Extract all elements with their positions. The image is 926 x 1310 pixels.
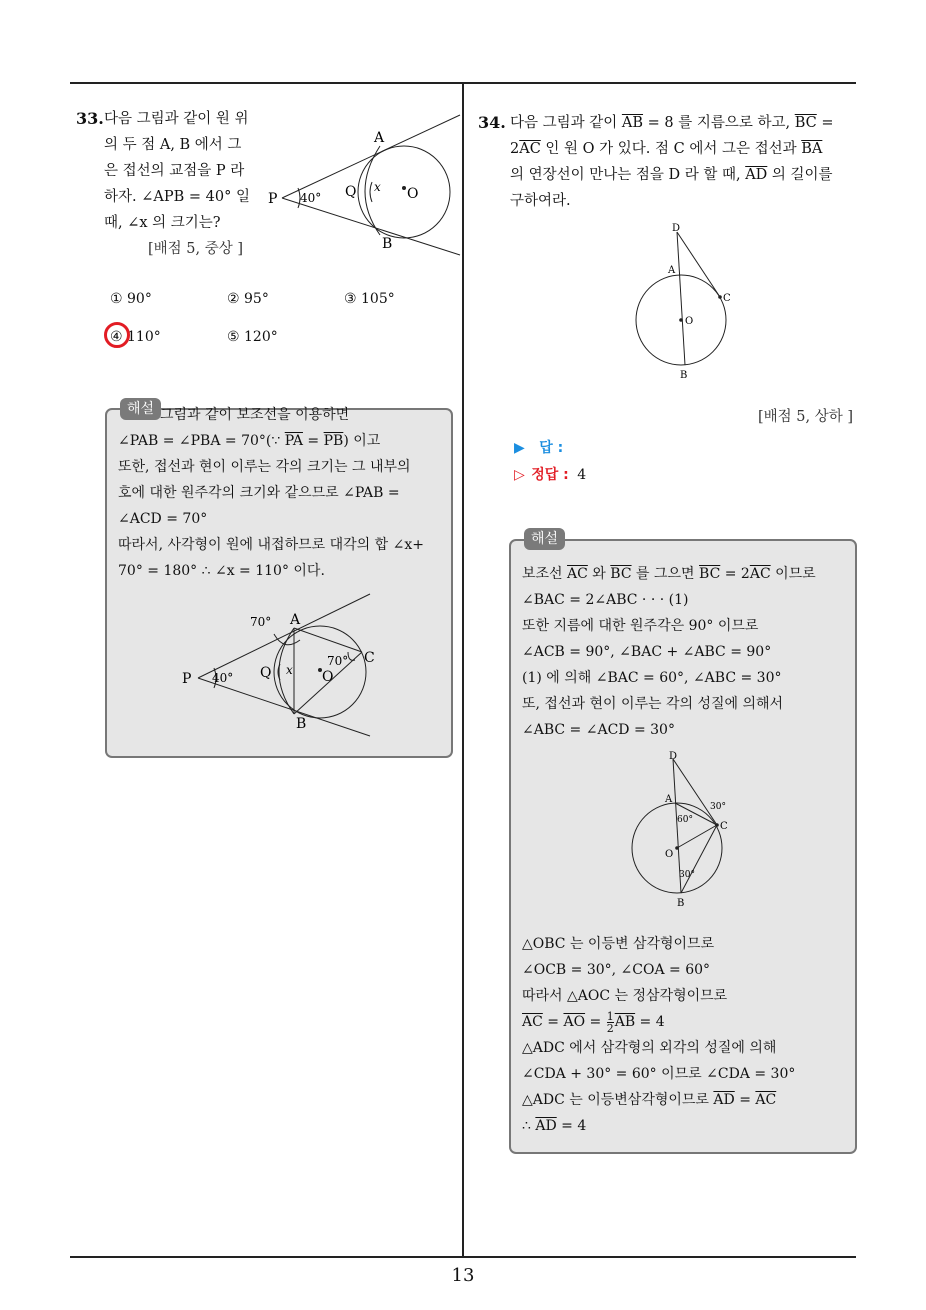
q34-line-3: 의 연장선이 만나는 점을 D 라 할 때, $\overline{AD}$ 의 길이를 (510, 167, 833, 183)
q33-option-2[interactable]: ② 95° (227, 291, 269, 307)
q34-sol-line-15: ∴ $\overline{AD} = 4$ (522, 1118, 587, 1134)
q33-option-5[interactable]: ⑤ 120° (227, 329, 278, 345)
q33-sol-line-6: 따라서, 사각형이 원에 내접하므로 대각의 합 ∠x+ (118, 537, 424, 553)
q34-correct-row (514, 464, 586, 484)
q33-sol-label-B: B (296, 716, 307, 732)
page-number: 13 (451, 1265, 475, 1286)
q34-sol-label-O: O (665, 849, 674, 860)
q34-sol-line-5: (1) 에 의해 ∠BAC = 60°, ∠ABC = 30° (522, 670, 782, 686)
q34-sol-label-D: D (669, 751, 678, 762)
q33-meta: [배점 5, 중상 ] (148, 241, 244, 257)
q33-selected-mark (104, 322, 130, 348)
answer-arrow-icon: ▶ (514, 440, 525, 456)
q34-line-1: 다음 그림과 같이 $\overline{AB} = 8$ 를 지름으로 하고, $\overline{BC}$ = (510, 115, 834, 131)
column-divider (462, 82, 464, 1257)
q33-sol-line-7: 70° = 180° ∴ ∠x = 110° 이다. (118, 563, 325, 579)
q33-label-P: P (268, 191, 278, 207)
q33-sol-label-Q: Q (260, 665, 272, 681)
q33-figure (262, 110, 462, 260)
q33-number: 33. (76, 109, 104, 128)
q33-option-1[interactable]: ① 90° (110, 291, 152, 307)
q34-sol-label-C: C (720, 821, 728, 832)
correct-arrow-icon: ▷ (514, 467, 525, 483)
q33-option-4[interactable]: ④ 110° (110, 329, 161, 345)
q34-solution-figure (625, 745, 750, 910)
q33-sol-label-70b: 70° (327, 654, 349, 668)
q33-label-B: B (382, 236, 393, 252)
q33-line-1: 다음 그림과 같이 원 위 (104, 111, 249, 127)
q34-label-B: B (680, 370, 688, 381)
q33-label-x: x (374, 180, 381, 194)
q34-sol-line-11: $\overline{AC} = \overline{AO}$ = $\frac{1}{2}$ $\overline{AB} = 4$ (522, 1009, 665, 1035)
q34-sol-line-3: 또한 지름에 대한 원주각은 90° 이므로 (522, 618, 759, 634)
q34-sol-label-30-top: 30° (710, 802, 726, 812)
q33-sol-line-5: ∠ACD = 70° (118, 511, 208, 527)
q34-sol-line-7: ∠ABC = ∠ACD = 30° (522, 722, 675, 738)
q34-sol-label-B: B (677, 898, 685, 909)
q34-figure (630, 220, 750, 385)
q33-solution-figure (180, 590, 380, 740)
q34-sol-line-8: △OBC 는 이등변 삼각형이므로 (522, 936, 715, 952)
q33-line-5: 때, ∠x 의 크기는? (104, 215, 221, 231)
q33-sol-line-2: ∠PAB = ∠PBA = 70°(∵ $\overline{PA} = \overline{PB}$) 이고 (118, 433, 381, 449)
q34-sol-line-14: △ADC 는 이등변삼각형이므로 $\overline{AD} = \overline{AC}$ (522, 1092, 777, 1108)
q34-answer-row (514, 437, 563, 457)
q34-solution-tag: 해설 (524, 528, 565, 550)
q34-number: 34. (478, 113, 506, 132)
q34-sol-line-12: △ADC 에서 삼각형의 외각의 성질에 의해 (522, 1040, 777, 1056)
q33-line-4: 하자. ∠APB = 40° 일 (104, 189, 250, 205)
q33-sol-label-x: x (286, 663, 293, 677)
q34-sol-label-A: A (665, 794, 673, 805)
q33-sol-line-1: 그림과 같이 보조선을 이용하면 (160, 407, 350, 423)
q34-answer-label: 답 : (539, 440, 564, 456)
q33-line-3: 은 접선의 교점을 P 라 (104, 163, 245, 179)
q34-sol-line-1: 보조선 $\overline{AC}$ 와 $\overline{BC}$ 를 그으면 $\overline{BC} = 2\overline{AC}$ 이므로 (522, 566, 816, 582)
q34-meta: [배점 5, 상하 ] (758, 409, 854, 425)
q33-option-3[interactable]: ③ 105° (344, 291, 395, 307)
q34-sol-line-13: ∠CDA + 30° = 60° 이므로 ∠CDA = 30° (522, 1066, 796, 1082)
q33-label-O: O (407, 186, 419, 202)
q33-sol-line-4: 호에 대한 원주각의 크기와 같으므로 ∠PAB = (118, 485, 400, 501)
q33-label-A: A (374, 130, 385, 146)
q34-correct-label: 정답 : (531, 467, 569, 483)
q33-sol-label-O: O (322, 669, 334, 685)
q33-label-Q: Q (345, 184, 357, 200)
q34-sol-line-6: 또, 접선과 현이 이루는 각의 성질에 의해서 (522, 696, 784, 712)
q33-sol-label-70a: 70° (250, 615, 272, 629)
q33-sol-line-3: 또한, 접선과 현이 이루는 각의 크기는 그 내부의 (118, 459, 411, 475)
q34-sol-label-60: 60° (677, 815, 693, 825)
q34-label-D: D (672, 223, 681, 234)
q33-sol-label-P: P (182, 671, 192, 687)
q34-sol-line-10: 따라서 △AOC 는 정삼각형이므로 (522, 988, 728, 1004)
bottom-rule (70, 1256, 856, 1258)
q33-sol-label-A: A (290, 612, 301, 628)
q33-line-2: 의 두 점 A, B 에서 그 (104, 137, 242, 153)
q33-solution-tag: 해설 (120, 398, 161, 420)
q34-correct-value: 4 (577, 467, 587, 483)
q34-sol-line-9: ∠OCB = 30°, ∠COA = 60° (522, 962, 711, 978)
q34-sol-line-2: ∠BAC = 2∠ABC · · · (1) (522, 592, 689, 608)
q34-sol-line-4: ∠ACB = 90°, ∠BAC + ∠ABC = 90° (522, 644, 772, 660)
q34-label-A: A (668, 265, 676, 276)
q34-line-4: 구하여라. (510, 193, 571, 209)
q34-sol-label-30-bot: 30° (679, 870, 695, 880)
q33-sol-label-40: 40° (212, 671, 234, 685)
q34-line-2: $2\overline{AC}$ 인 원 O 가 있다. 점 C 에서 그은 접선과 $\overline{BA}$ (510, 141, 823, 157)
q34-label-O: O (685, 316, 694, 327)
q33-label-angle: 40° (300, 191, 322, 205)
q34-label-C: C (723, 293, 731, 304)
q33-sol-label-C: C (364, 650, 375, 666)
